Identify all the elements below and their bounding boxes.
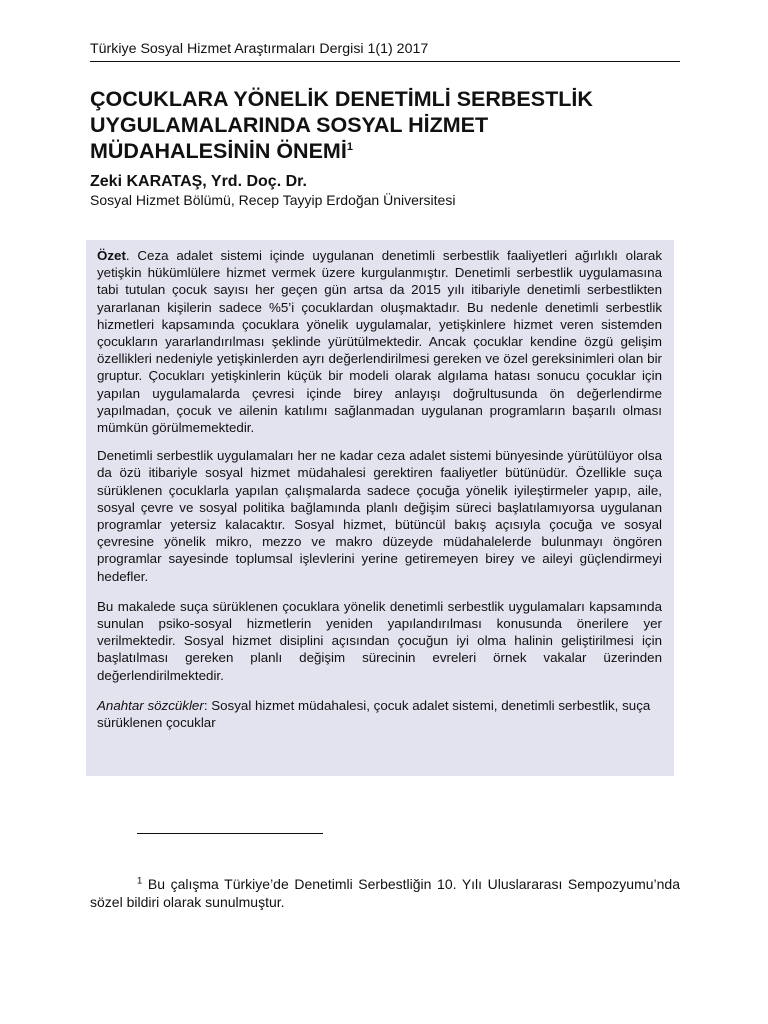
abstract-paragraph-1 [97, 247, 662, 436]
title-line-1: ÇOCUKLARA YÖNELİK DENETİMLİ SERBESTLİK [90, 87, 593, 111]
abstract-paragraph-3: Bu makalede suça sürüklenen çocuklara yönelik denetimli serbestlik uygulamaları kapsamında sunulan psiko-sosyal hizmetlerin yeniden yapılandırılması konusunda önerilere yer verilmektedir. Sosyal hizmet disiplini açısından çocuğun iyi olma halinin geliştirilmesi için başlatılması gereken planlı değişim sürecinin evreleri örnek vakalar üzerinden değerlendirilmektedir. [97, 598, 662, 683]
article-title [90, 86, 680, 164]
keywords-label: Anahtar sözcükler [97, 697, 204, 713]
footnote [90, 875, 680, 911]
footnote-text: Bu çalışma Türkiye’de Denetimli Serbestliğin 10. Yılı Uluslararası Sempozyumu’nda sözel bildiri olarak sunulmuştur. [90, 876, 680, 910]
footnote-rule [137, 833, 323, 834]
title-footnote-marker[interactable]: 1 [346, 140, 353, 153]
keywords-text: : Sosyal hizmet müdahalesi, çocuk adalet sistemi, denetimli serbestlik, suça sürüklenen çocuklar [97, 697, 651, 731]
abstract-label: Özet [97, 248, 126, 263]
abstract-paragraph-1-text: . Ceza adalet sistemi içinde uygulanan denetimli serbestlik faaliyetleri ağırlıklı olarak yetişkin hükümlülere hizmet vermek üzere kurgulanmıştır. Denetimli serbestlik uygulamasına tabi tutulan çocuk sayısı her geçen gün artsa da 2015 yılı itibariyle denetimli serbestlikten yararlanan kişilerin sadece %5’i çocuklardan oluşmaktadır. Bu nedenle denetimli serbestlik hizmetleri kapsamında çocuklara yönelik uygulamalar, yetişkinlere hizmet veren sistemden çocukların yararlandırılması şeklinde yürütülmektedir. Ancak çocuklar kendine özgü gelişim özellikleri nedeniyle yetişkinlerden ayrı değerlendirilmesi gereken ve özel gereksinimleri olan bir gruptur. Çocukları yetişkinlerin küçük bir modeli olarak algılama hatası sonucu çocuklar için yapılan uygulamalarda çevresi içinde birey anlayışı doğrultusunda ön değerlendirme yapılmadan, çocuk ve ailenin katılımı sağlanmadan uygulanan programların başarılı olması mümkün görülmemektedir. [97, 248, 662, 436]
abstract-box [86, 240, 674, 776]
title-line-3 [90, 138, 680, 164]
journal-header: Türkiye Sosyal Hizmet Araştırmaları Dergisi 1(1) 2017 [90, 41, 429, 57]
keywords [97, 697, 662, 731]
abstract-paragraph-2: Denetimli serbestlik uygulamaları her ne kadar ceza adalet sistemi bünyesinde yürütülüyor olsa da özü itibariyle sosyal hizmet müdahalesi gerektiren faaliyetler bütünüdür. Özellikle suça sürüklenen çocuklarla yapılan çalışmalarda sadece çocuğa yönelik iyileştirmeler yapıp, aile, sosyal çevre ve sosyal politika bağlamında planlı değişim süreci başlatılamıyorsa uygulanan programlar yetersiz kalacaktır. Sosyal hizmet, bütüncül bakış açısıyla çocuğa ve sosyal çevresine yönelik mikro, mezzo ve makro düzeyde müdahalelerde bulunmayı öngören programlar sayesinde toplumsal işlevlerini yerine getiremeyen birey ve aileyi güçlendirmeyi hedefler. [97, 448, 662, 584]
title-line-3-text: MÜDAHALESİNİN ÖNEMİ [90, 139, 347, 163]
author-affiliation: Sosyal Hizmet Bölümü, Recep Tayyip Erdoğan Üniversitesi [90, 192, 456, 208]
footnote-marker: 1 [137, 875, 143, 887]
header-rule [90, 61, 680, 62]
author-name: Zeki KARATAŞ, Yrd. Doç. Dr. [90, 173, 307, 190]
title-line-2: UYGULAMALARINDA SOSYAL HİZMET [90, 113, 489, 137]
